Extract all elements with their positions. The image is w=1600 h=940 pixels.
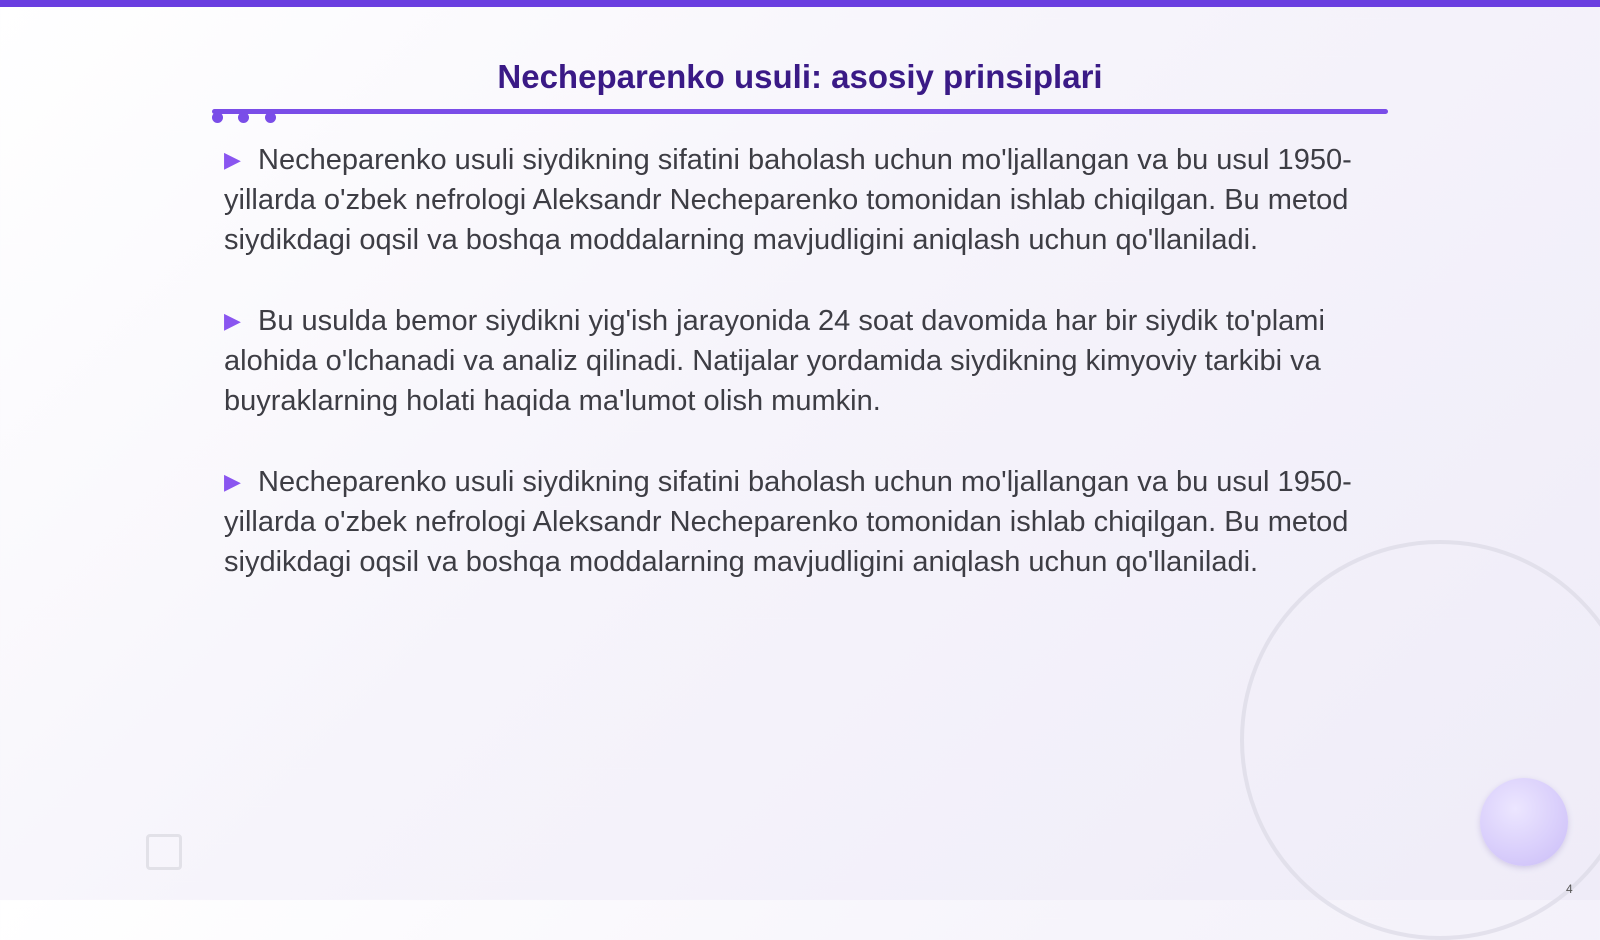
dot-decoration bbox=[238, 112, 249, 123]
top-accent-bar bbox=[0, 0, 1600, 7]
triangle-bullet-icon: ▶ bbox=[224, 308, 241, 333]
paragraph-text: Necheparenko usuli siydikning sifatini baholash uchun mo'ljallangan va bu usul 1950-yillarda o'zbek nefrologi Aleksandr Necheparenko tomonidan ishlab chiqilgan. Bu metod siydikdagi oqsil va boshqa moddalarning mavjudligini aniqlash uchun qo'llaniladi. bbox=[224, 466, 1352, 578]
page-number: 4 bbox=[1566, 882, 1573, 896]
paragraph-text: Necheparenko usuli siydikning sifatini baholash uchun mo'ljallangan va bu usul 1950-yillarda o'zbek nefrologi Aleksandr Necheparenko tomonidan ishlab chiqilgan. Bu metod siydikdagi oqsil va boshqa moddalarning mavjudligini aniqlash uchun qo'llaniladi. bbox=[224, 144, 1352, 256]
decorative-bubble bbox=[1480, 778, 1568, 866]
slide-title: Necheparenko usuli: asosiy prinsiplari bbox=[497, 58, 1103, 95]
title-underline bbox=[212, 109, 1388, 114]
bullet-paragraph bbox=[224, 462, 1384, 582]
dot-decoration bbox=[265, 112, 276, 123]
paragraph-text: Bu usulda bemor siydikni yig'ish jarayonida 24 soat davomida har bir siydik to'plami alohida o'lchanadi va analiz qilinadi. Natijalar yordamida siydikning kimyoviy tarkibi va buyraklarning holati haqida ma'lumot olish mumkin. bbox=[224, 305, 1325, 417]
decorative-square bbox=[146, 834, 182, 870]
dot-decoration bbox=[212, 112, 223, 123]
bullet-paragraph bbox=[224, 140, 1384, 260]
bullet-paragraph bbox=[224, 301, 1384, 421]
triangle-bullet-icon: ▶ bbox=[224, 147, 241, 172]
slide-body bbox=[224, 140, 1384, 623]
triangle-bullet-icon: ▶ bbox=[224, 469, 241, 494]
